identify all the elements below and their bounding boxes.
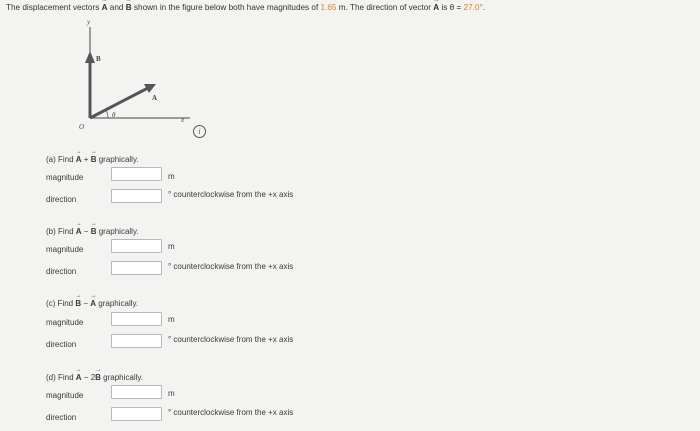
part-prefix: (d) Find [46, 373, 76, 382]
operator: − [81, 227, 91, 236]
vector-symbol: → A [76, 155, 82, 164]
problem-text: The displacement vectors [6, 3, 102, 12]
part-a-title [46, 155, 139, 164]
info-icon[interactable]: i [193, 125, 206, 138]
label-y: y [87, 18, 91, 26]
direction-label: direction [46, 413, 77, 422]
problem-text: is θ = [439, 3, 464, 12]
magnitude-input[interactable] [111, 239, 162, 253]
operator: − [81, 299, 91, 308]
operator: − 2 [81, 373, 96, 382]
vector-symbol: → B [91, 155, 97, 164]
part-suffix: graphically. [100, 373, 144, 382]
part-c-title [46, 299, 138, 308]
magnitude-unit: m [168, 315, 175, 324]
direction-label: direction [46, 340, 77, 349]
theta-arc [106, 110, 108, 118]
vector-a-symbol: → A [102, 3, 108, 12]
part-suffix: graphically. [96, 155, 139, 164]
part-suffix: graphically. [96, 227, 139, 236]
magnitude-input[interactable] [111, 385, 162, 399]
label-theta: θ [112, 111, 116, 119]
angle-value: 27.0° [463, 3, 483, 12]
vector-a-symbol: → A [433, 3, 439, 12]
magnitude-label: magnitude [46, 245, 84, 254]
vector-b-arrowhead [85, 51, 95, 63]
magnitude-unit: m [168, 172, 175, 181]
magnitude-input[interactable] [111, 167, 162, 181]
magnitude-label: magnitude [46, 173, 84, 182]
part-b-title [46, 227, 139, 236]
label-b: B [96, 55, 101, 63]
part-prefix: (b) Find [46, 227, 76, 236]
magnitude-label: magnitude [46, 318, 84, 327]
part-prefix: (a) Find [46, 155, 76, 164]
direction-label: direction [46, 267, 77, 276]
vector-a-arrow [90, 88, 148, 118]
problem-text: . [482, 3, 486, 12]
direction-input[interactable] [111, 407, 162, 421]
label-origin: O [79, 123, 85, 131]
operator: + [81, 155, 91, 164]
direction-input[interactable] [111, 189, 162, 203]
direction-unit: ° counterclockwise from the +x axis [168, 408, 294, 417]
part-suffix: graphically. [96, 299, 139, 308]
vector-b-symbol: → B [126, 3, 132, 12]
problem-statement [6, 3, 485, 12]
magnitude-unit: m [168, 389, 175, 398]
direction-unit: ° counterclockwise from the +x axis [168, 190, 294, 199]
direction-unit: ° counterclockwise from the +x axis [168, 335, 294, 344]
direction-input[interactable] [111, 334, 162, 348]
magnitude-label: magnitude [46, 391, 84, 400]
vector-symbol: → B [95, 373, 101, 382]
problem-text: and [107, 3, 126, 12]
label-x: x [181, 116, 185, 124]
problem-text: m. The direction of vector [336, 3, 434, 12]
label-a: A [152, 94, 158, 102]
part-prefix: (c) Find [46, 299, 76, 308]
magnitude-input[interactable] [111, 312, 162, 326]
vector-figure [60, 15, 220, 140]
problem-text: shown in the figure below both have magnitudes of [131, 3, 321, 12]
part-d-title [46, 373, 143, 382]
vector-symbol: → B [91, 227, 97, 236]
direction-unit: ° counterclockwise from the +x axis [168, 262, 294, 271]
vector-symbol: → A [76, 227, 82, 236]
vector-symbol: → A [76, 373, 82, 382]
direction-input[interactable] [111, 261, 162, 275]
direction-label: direction [46, 195, 77, 204]
vector-symbol: → A [90, 299, 96, 308]
magnitude-unit: m [168, 242, 175, 251]
vector-symbol: → B [75, 299, 81, 308]
magnitude-value: 1.65 [320, 3, 337, 12]
